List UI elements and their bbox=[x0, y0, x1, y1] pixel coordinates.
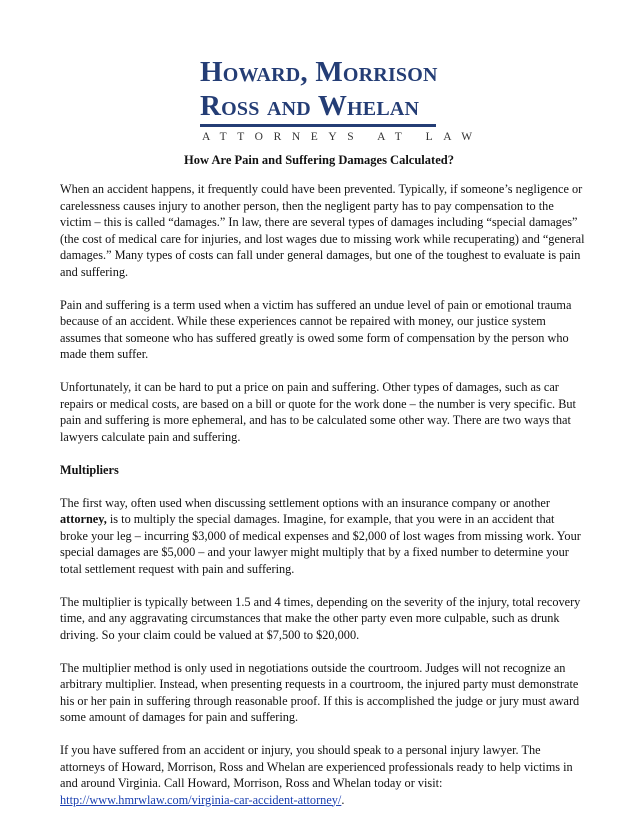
bold-term: attorney, bbox=[60, 512, 107, 526]
paragraph-text: is to multiply the special damages. Imagine, for example, that you were in an accident that broke your leg – incurring $3,000 of medical expenses and $2,000 of lost wages from missing work. Your special damages are $5,000 – and your lawyer might multiply that by a fixed number to determine your total settlement request with pain and suffering. bbox=[60, 512, 581, 576]
logo-divider bbox=[200, 124, 436, 127]
firm-logo bbox=[200, 55, 483, 143]
paragraph: When an accident happens, it frequently could have been prevented. Typically, if someone’s negligence or carelessness causes injury to another person, then the negligent party has to pay compensation to the victim – this is called “damages.” In law, there are several types of damages including “special damages” (the cost of medical care for injuries, and lost wages due to missing work while recuperating) and “general damages.” Many types of costs can fall under general damages, but one of the toughest to evaluate is pain and suffering. bbox=[60, 182, 585, 279]
paragraph: The multiplier is typically between 1.5 and 4 times, depending on the severity of the injury, total recovery time, and any aggravating circumstances that make the other party even more culpable, such as drunk driving. So your claim could be valued at $7,500 to $20,000. bbox=[60, 594, 581, 642]
paragraph bbox=[60, 742, 585, 808]
paragraph bbox=[60, 495, 585, 578]
document-title: How Are Pain and Suffering Damages Calculated? bbox=[184, 153, 454, 167]
paragraph-text: The first way, often used when discussing settlement options with an insurance company or another bbox=[60, 495, 550, 510]
paragraph-text: If you have suffered from an accident or injury, you should speak to a personal injury lawyer. The attorneys of Howard, Morrison, Ross and Whelan are experienced professionals ready to help victims in and around Virginia. Call Howard, Morrison, Ross and Whelan today or visit: bbox=[60, 743, 573, 790]
section-heading: Multipliers bbox=[60, 462, 119, 477]
paragraph: The multiplier method is only used in negotiations outside the courtroom. Judges will not recognize an arbitrary multiplier. Instead, when presenting requests in a courtroom, the injured party must demonstrate his or her pain in suffering through reasonable proof. If this is accomplished the judge or jury must award some amount of damages for pain and suffering. bbox=[60, 660, 580, 724]
link-suffix: . bbox=[341, 792, 345, 807]
website-link[interactable]: http://www.hmrwlaw.com/virginia-car-accident-attorney/ bbox=[60, 792, 342, 807]
paragraph: Unfortunately, it can be hard to put a price on pain and suffering. Other types of damages, such as car repairs or medical costs, are based on a bill or quote for the work done – the number is very specific. But pain and suffering is more ephemeral, and has to be calculated some other way. There are two ways that lawyers calculate pain and suffering. bbox=[60, 380, 576, 444]
document-body bbox=[60, 181, 585, 825]
paragraph: Pain and suffering is a term used when a victim has suffered an undue level of pain or emotional trauma because of an accident. While these experiences cannot be repaired with money, our justice system assumes that someone who has suffered greatly is owed some form of compensation by the person who made them suffer. bbox=[60, 297, 572, 361]
firm-tagline: ATTORNEYS AT LAW bbox=[202, 131, 483, 143]
firm-name-line-2: Ross and Whelan bbox=[200, 90, 420, 122]
firm-name-line-1: Howard, Morrison bbox=[200, 56, 438, 88]
